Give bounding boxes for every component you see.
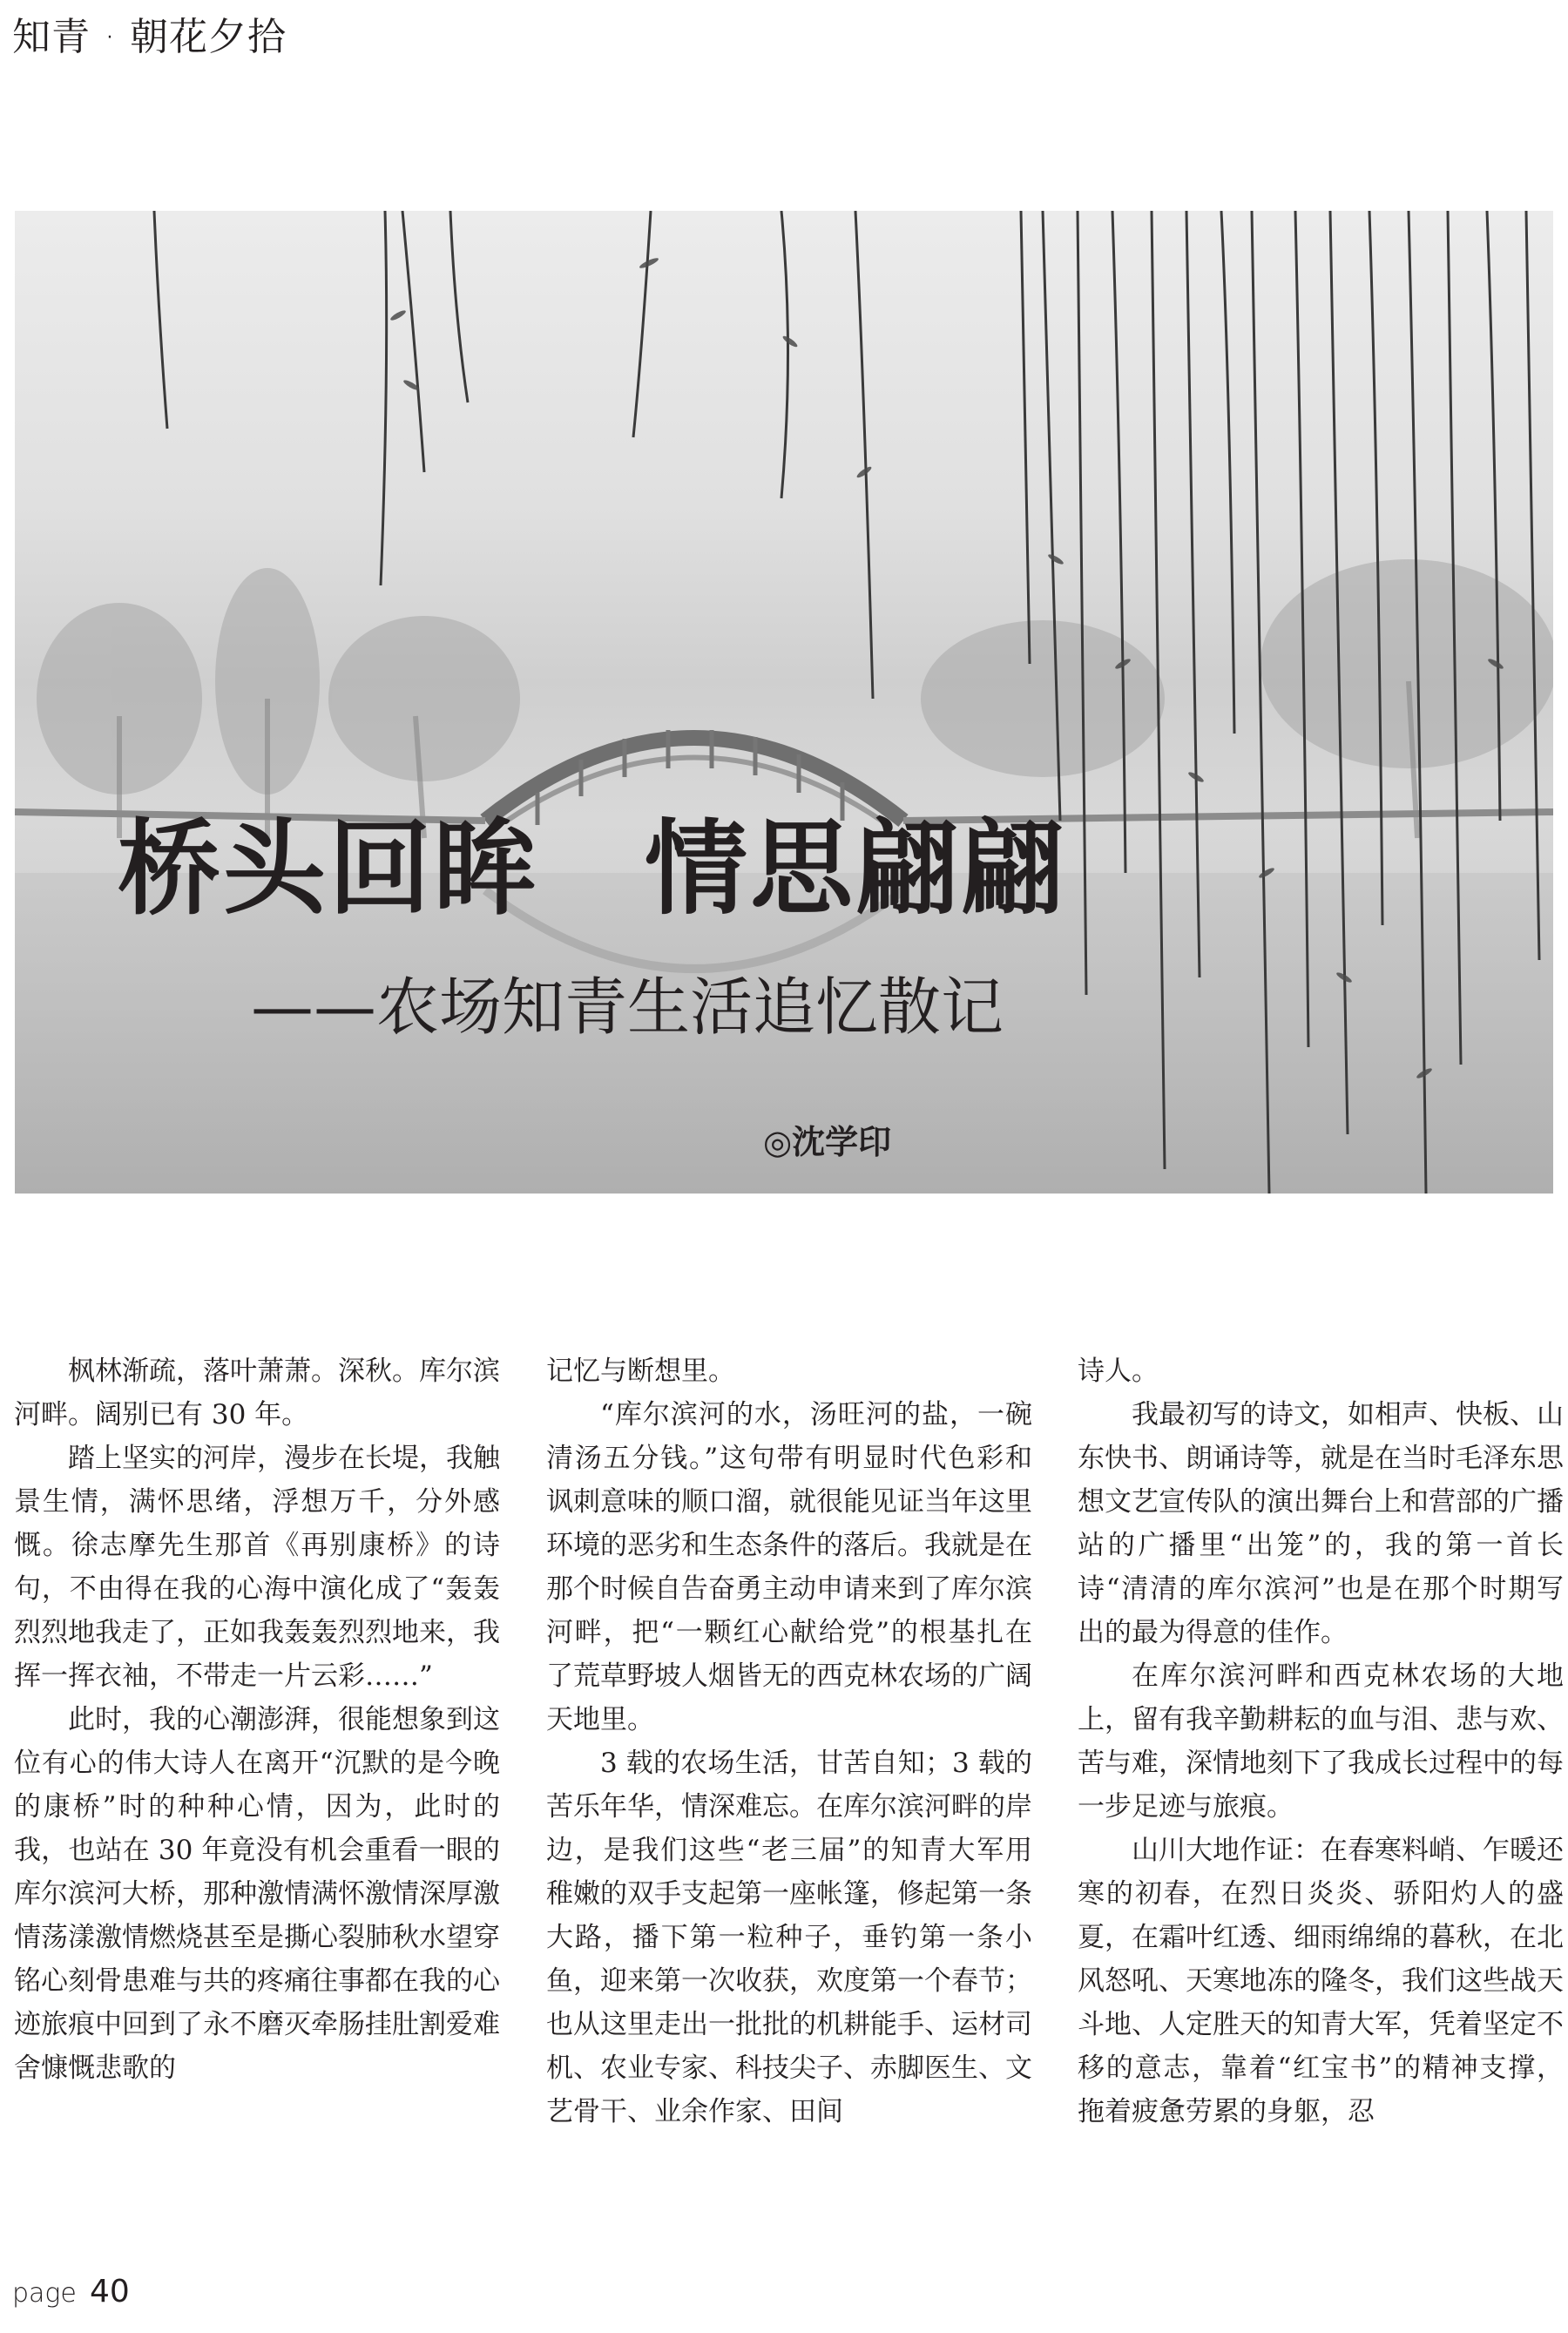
article-subtitle: ——农场知青生活追忆散记 — [251, 970, 1004, 1044]
article-column-3 — [1078, 1349, 1564, 2134]
paragraph: 此时，我的心潮澎湃，很能想象到这位有心的伟大诗人在离开“沉默的是今晚的康桥”时的种种心情，因为，此时的我，也站在 30 年竟没有机会重看一眼的库尔滨河大桥，那种激情满怀激情深厚激情荡漾激情燃烧甚至是撕心裂肺秋水望穿铭心刻骨患难与共的疼痛往事都在我的心迹旅痕中回到了永不磨灭牵肠挂肚割爱难舍慷慨悲歌的 — [14, 1704, 500, 2084]
paragraph: 记忆与断想里。 — [546, 1356, 735, 1387]
paragraph: 山川大地作证：在春寒料峭、乍暖还寒的初春，在烈日炎炎、骄阳灼人的盛夏，在霜叶红透、细雨绵绵的暮秋，在北风怒吼、天寒地冻的隆冬，我们这些战天斗地、人定胜天的知青大军，凭着坚定不移的意志，靠着“红宝书”的精神支撑，拖着疲惫劳累的身躯，忍 — [1078, 1835, 1564, 2127]
article-column-2 — [546, 1349, 1032, 2134]
paragraph: 我最初写的诗文，如相声、快板、山东快书、朗诵诗等，就是在当时毛泽东思想文艺宣传队的演出舞台上和营部的广播站的广播里“出笼”的，我的第一首长诗“清清的库尔滨河”也是在那个时期写出的最为得意的佳作。 — [1078, 1399, 1564, 1648]
paragraph: 3 载的农场生活，甘苦自知；3 载的苦乐年华，情深难忘。在库尔滨河畔的岸边，是我们这些“老三届”的知青大军用稚嫩的双手支起第一座帐篷，修起第一条大路，播下第一粒种子，垂钓第一条小鱼，迎来第一次收获，欢度第一个春节；也从这里走出一批批的机耕能手、运材司机、农业专家、科技尖子、赤脚医生、文艺骨干、业余作家、田间 — [546, 1748, 1032, 2127]
paragraph: 踏上坚实的河岸，漫步在长堤，我触景生情，满怀思绪，浮想万千，分外感慨。徐志摩先生那首《再别康桥》的诗句，不由得在我的心海中演化成了“轰轰烈烈地我走了，正如我轰轰烈烈地来，我挥一挥衣袖，不带走一片云彩……” — [14, 1443, 500, 1692]
paragraph: 在库尔滨河畔和西克林农场的大地上，留有我辛勤耕耘的血与泪、悲与欢、苦与难，深情地刻下了我成长过程中的每一步足迹与旅痕。 — [1078, 1660, 1564, 1822]
author-byline: ◎沈学印 — [763, 1123, 892, 1161]
article-column-1 — [14, 1349, 500, 2090]
paragraph: 诗人。 — [1078, 1356, 1159, 1387]
paragraph: 枫林渐疏，落叶萧萧。深秋。库尔滨河畔。阔别已有 30 年。 — [14, 1356, 500, 1430]
page-label: page — [12, 2278, 77, 2309]
page-number: 40 — [89, 2274, 130, 2309]
article-title: 桥头回眸 情思翩翩 — [118, 808, 1067, 929]
paragraph: “库尔滨河的水，汤旺河的盐，一碗清汤五分钱。”这句带有明显时代色彩和讽刺意味的顺口溜，就很能见证当年这里环境的恶劣和生态条件的落后。我就是在那个时候自告奋勇主动申请来到了库尔滨河畔，把“一颗红心献给党”的根基扎在了荒草野坡人烟皆无的西克林农场的广阔天地里。 — [546, 1399, 1032, 1735]
page-footer — [12, 2274, 130, 2309]
section-header: 知青 · 朝花夕拾 — [12, 15, 287, 59]
